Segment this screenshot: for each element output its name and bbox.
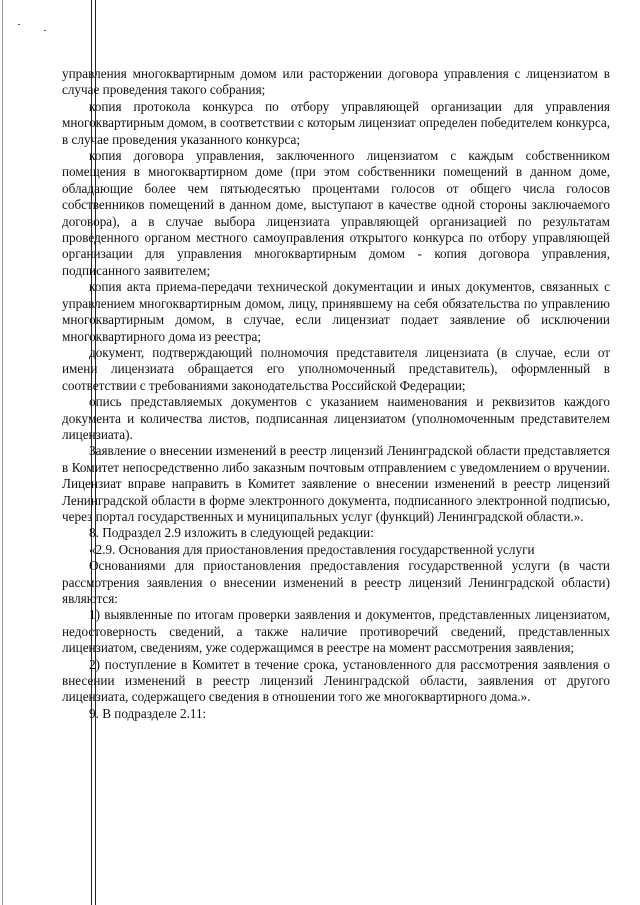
paragraph: Основаниями для приостановления предоставления государственной услуги (в части рассмотрения заявления о внесении изменений в реестр лицензий Ленинградской области) являются: xyxy=(62,558,610,606)
paragraph: 8. Подраздел 2.9 изложить в следующей редакции: xyxy=(89,525,374,541)
paragraph: 2) поступление в Комитет в течение срока, установленного для рассмотрения заявления о внесении изменений в реестр лицензий Ленинградской области, заявления от другого лицензиата, содержащего сведения в отношении того же многоквартирного дома.». xyxy=(62,656,610,705)
document-body xyxy=(62,66,610,722)
scan-speck xyxy=(44,30,46,31)
paragraph: копия договора управления, заключенного лицензиатом с каждым собственником помещения в многоквартирном доме (при этом собственники помещений в данном доме, обладающие более чем пятьюдесятью процентами голосов от общего числа голосов собственников помещений в данном доме, выступают в качестве одной стороны заключаемого договора), а в случае выбора лицензиата управляющей организацией по результатам проведенного органом местного самоуправления открытого конкурса по отбору управляющей организации для управления многоквартирным домом - копия договора управления, подписанного заявителем; xyxy=(62,148,610,278)
paragraph: Заявление о внесении изменений в реестр лицензий Ленинградской области представляется в Комитет непосредственно либо заказным почтовым отправлением с уведомлением о вручении. Лицензиат вправе направить в Комитет заявление о внесении изменений в реестр лицензий Ленинградской области в форме электронного документа, подписанного электронной подписью, через портал государственных и муниципальных услуг (функций) Ленинградской области.». xyxy=(62,443,610,524)
section-heading: «2.9. Основания для приостановления предоставления государственной услуги xyxy=(89,541,535,557)
paragraph: 1) выявленные по итогам проверки заявления и документов, представленных лицензиатом, недостоверность сведений, а также наличие противоречий сведений, представленных лицензиатом, сведениям, уже содержащимся в реестре на момент рассмотрения заявления; xyxy=(62,607,610,656)
paragraph: 9. В подразделе 2.11: xyxy=(89,705,207,721)
paragraph: копия акта приема-передачи технической документации и иных документов, связанных с управлением многоквартирным домом, лицу, принявшему на себя обязательства по управлению многоквартирным домом, в случае, если лицензиат подает заявление об исключении многоквартирного дома из реестра; xyxy=(62,279,610,344)
paragraph: документ, подтверждающий полномочия представителя лицензиата (в случае, если от имени лицензиата обращается его уполномоченный представитель), оформленный в соответствии с требованиями законодательства Российской Федерации; xyxy=(62,344,610,393)
paragraph: опись представляемых документов с указанием наименования и реквизитов каждого документа и количества листов, подписанная лицензиатом (уполномоченным представителем лицензиата). xyxy=(62,394,610,442)
scan-speck xyxy=(18,24,20,25)
scan-edge-line xyxy=(2,0,3,905)
paragraph: копия протокола конкурса по отбору управляющей организации для управления многоквартирным домом, в соответствии с которым лицензиат определен победителем конкурса, в случае проведения указанного конкурса; xyxy=(62,98,610,147)
paragraph: управления многоквартирным домом или расторжении договора управления с лицензиатом в случае проведения такого собрания; xyxy=(62,66,610,98)
